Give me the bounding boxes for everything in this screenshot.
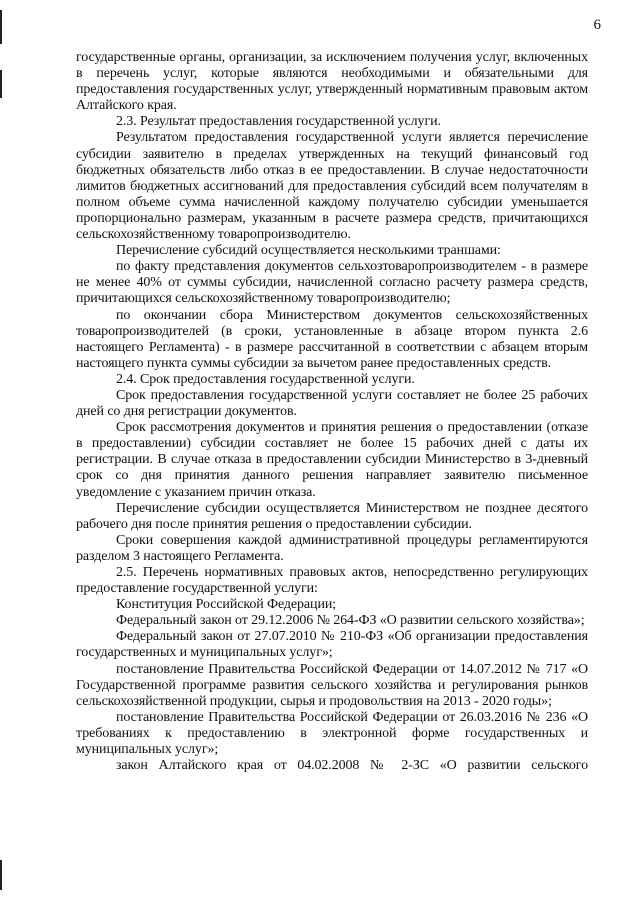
paragraph-p11: Сроки совершения каждой административной процедуры регламентируются разделом 3 настоящего Регламента. bbox=[76, 532, 588, 564]
paragraph-p18: закон Алтайского края от 04.02.2008 № 2-ЗС «О развитии сельского bbox=[116, 758, 588, 774]
paragraph-p9: Срок рассмотрения документов и принятия решения о предоставлении (отказе в предоставлении) субсидии составляет не более 15 рабочих дней с даты их регистрации. В случае отказа в предоставлении субсидии Министерство в 3-дневный срок со дня принятия данного решения направляет заявителю письменное уведомление с указанием причин отказа. bbox=[76, 420, 588, 500]
paragraph-p15: Федеральный закон от 27.07.2010 № 210-ФЗ «Об организации предоставления государственных и муниципальных услуг»; bbox=[76, 629, 588, 661]
scan-edge-mark bbox=[0, 860, 2, 890]
paragraph-p3: Результатом предоставления государственной услуги является перечисление субсидии заявителю в пределах утвержденных на текущий финансовый год бюджетных обязательств либо отказ в ее предоставлении. В случае недостаточности лимитов бюджетных ассигнований для предоставления субсидий всем получателям в полном объеме сумма начисленной каждому получателю субсидии уменьшается пропорционально размерам, указанным в расчете размера средств, причитающихся сельскохозяйственному товаропроизводителю. bbox=[76, 130, 588, 243]
paragraph-p8: Срок предоставления государственной услуги составляет не более 25 рабочих дней со дня регистрации документов. bbox=[76, 387, 588, 420]
scan-edge-mark bbox=[0, 10, 2, 44]
paragraph-p12: 2.5. Перечень нормативных правовых актов, непосредственно регулирующих предоставление государственной услуги: bbox=[76, 565, 588, 597]
paragraph-p10: Перечисление субсидии осуществляется Министерством не позднее десятого рабочего дня после принятия решения о предоставлении субсидии. bbox=[76, 500, 588, 532]
scan-edge-mark bbox=[0, 70, 2, 98]
paragraph-p14: Федеральный закон от 29.12.2006 № 264-ФЗ «О развитии сельского хозяйства»; bbox=[116, 613, 585, 629]
paragraph-p1: государственные органы, организации, за исключением получения услуг, включенных в перечень услуг, которые являются необходимыми и обязательными для предоставления государственных услуг, утвержденный нормативным правовым актом Алтайского края. bbox=[76, 50, 588, 114]
paragraph-p2: 2.3. Результат предоставления государственной услуги. bbox=[116, 114, 441, 130]
paragraph-p4: Перечисление субсидий осуществляется несколькими траншами: bbox=[116, 243, 501, 259]
paragraph-p16: постановление Правительства Российской Федерации от 14.07.2012 № 717 «О Государственной программе развития сельского хозяйства и регулирования рынков сельскохозяйственной продукции, сырья и продовольствия на 2013 - 2020 годы»; bbox=[76, 661, 588, 709]
paragraph-p6: по окончании сбора Министерством документов сельскохозяйственных товаропроизводителей (в сроки, установленные в абзаце втором пункта 2.6 настоящего Регламента) - в размере рассчитанной в соответствии с абзацем вторым настоящего пункта суммы субсидии за вычетом ранее предоставленных средств. bbox=[76, 307, 588, 371]
paragraph-p7: 2.4. Срок предоставления государственной услуги. bbox=[116, 371, 415, 387]
paragraph-p5: по факту представления документов сельхозтоваропроизводителем - в размере не менее 40% от суммы субсидии, начисленной согласно расчету размера средств, причитающихся сельскохозяйственному товаропроизводителю; bbox=[76, 259, 588, 307]
page-number: 6 bbox=[593, 17, 601, 33]
paragraph-p13: Конституция Российской Федерации; bbox=[116, 597, 337, 613]
document-body bbox=[76, 50, 588, 774]
paragraph-p17: постановление Правительства Российской Федерации от 26.03.2016 № 236 «О требованиях к предоставлению в электронной форме государственных и муниципальных услуг»; bbox=[76, 709, 588, 758]
